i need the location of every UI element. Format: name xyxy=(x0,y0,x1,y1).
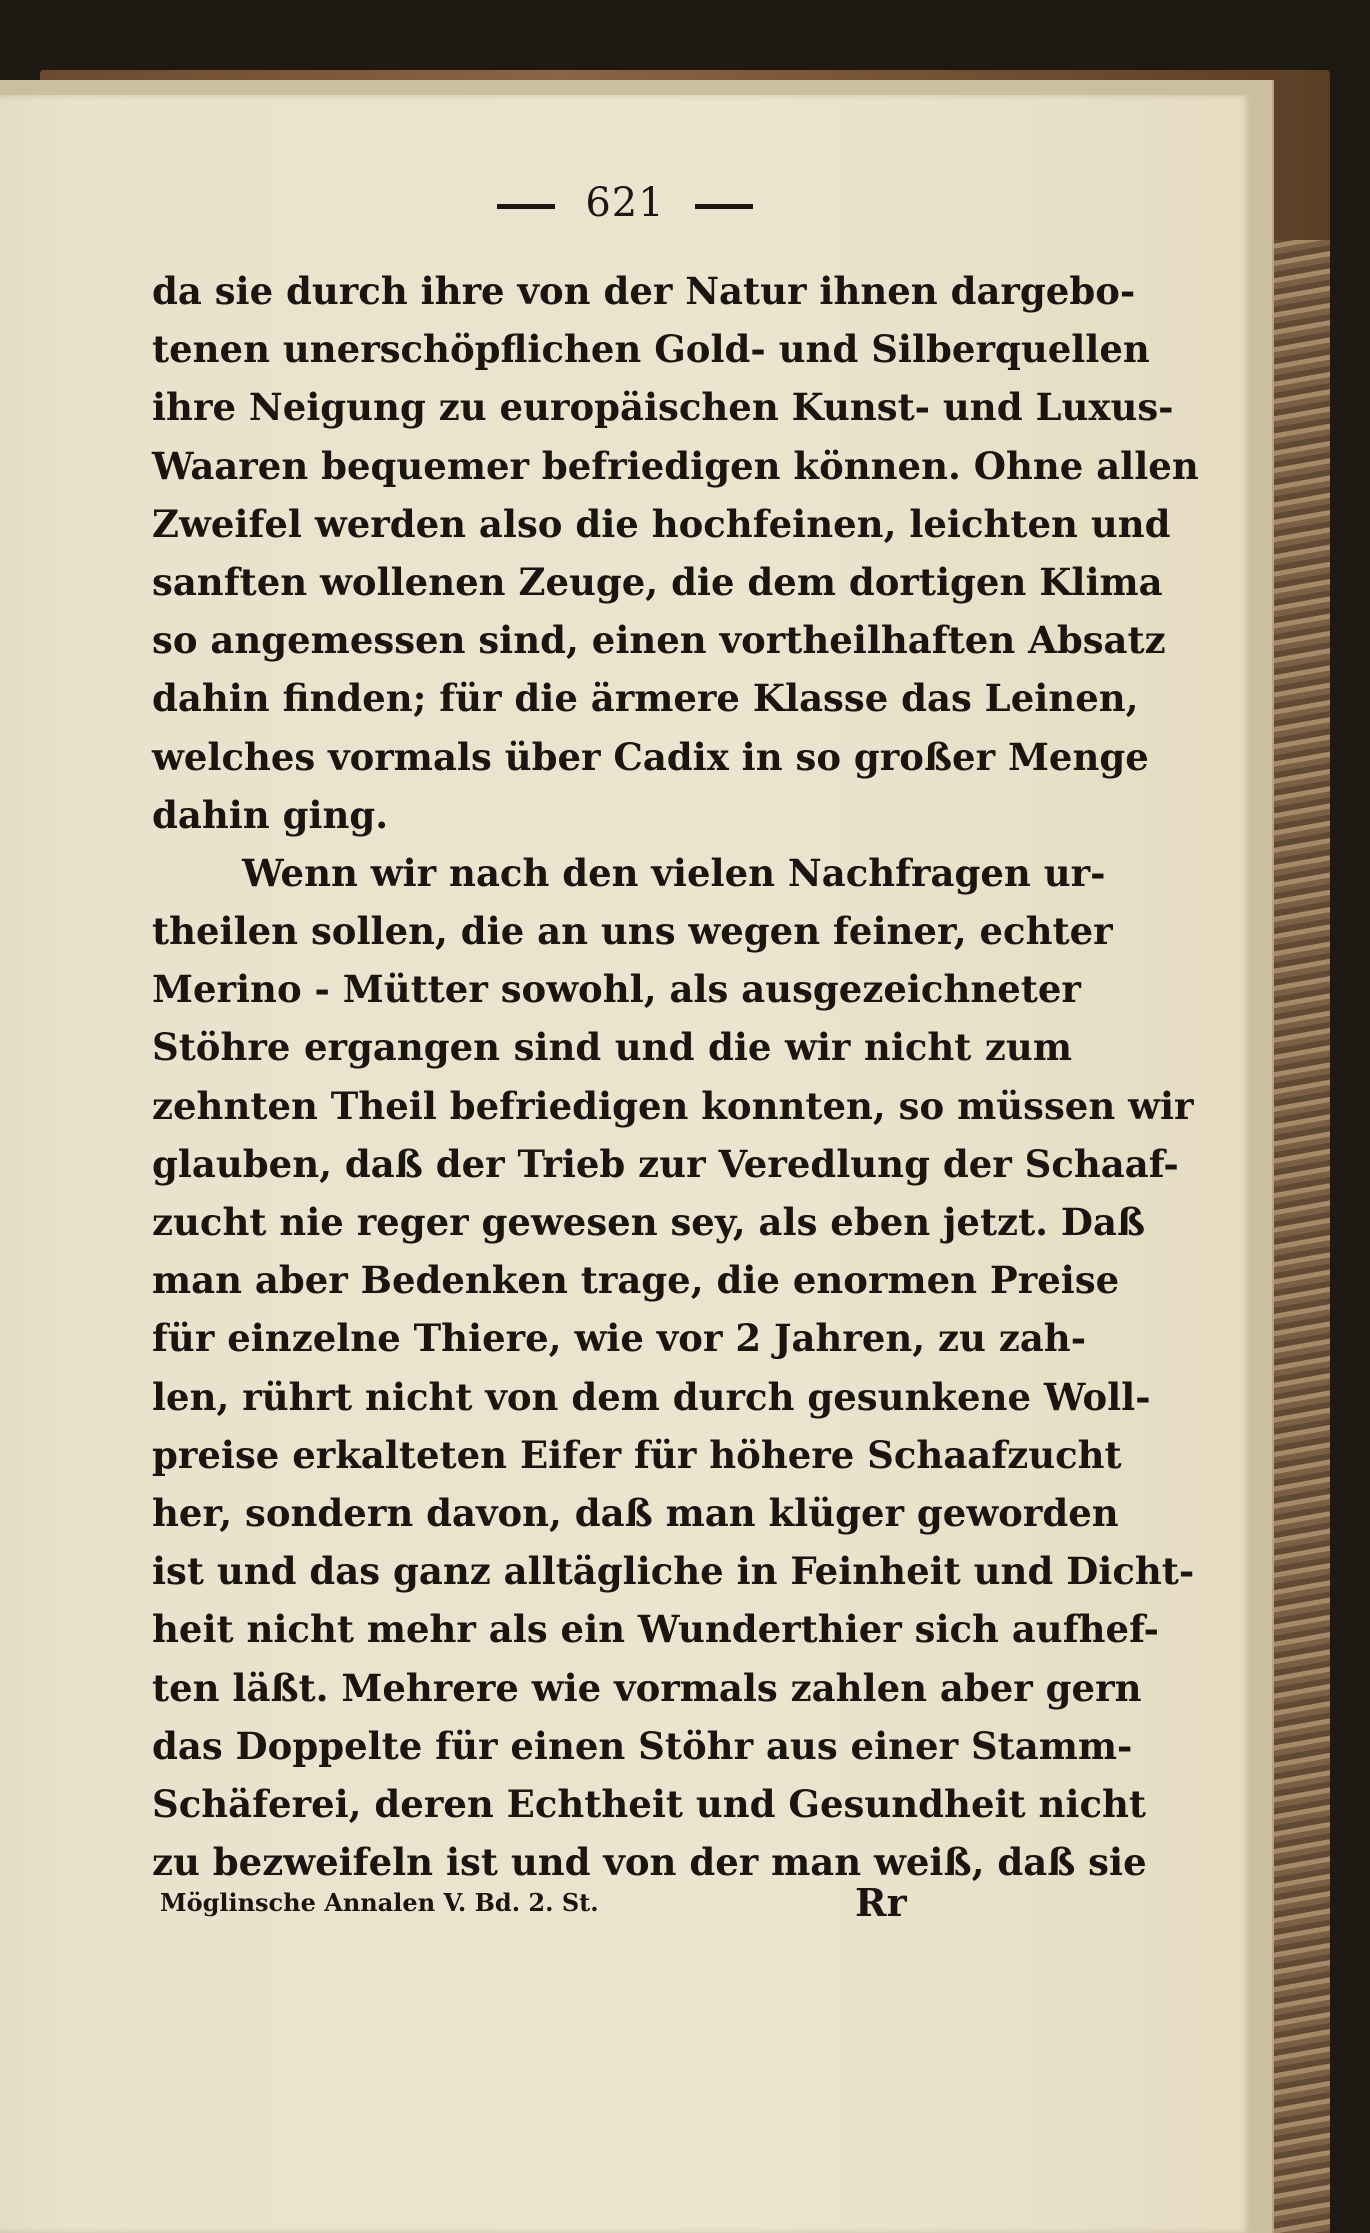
text-line: heit nicht mehr als ein Wunderthier sich aufhef- xyxy=(152,1607,1160,1652)
text-line: für einzelne Thiere, wie vor 2 Jahren, zu zah- xyxy=(152,1316,1087,1361)
text-line: preise erkalteten Eifer für höhere Schaafzucht xyxy=(152,1432,1122,1477)
text-line: ist und das ganz alltägliche in Feinheit und Dicht- xyxy=(152,1549,1195,1594)
text-line: theilen sollen, die an uns wegen feiner, echter xyxy=(152,909,1113,954)
text-line: dahin finden; für die ärmere Klasse das Leinen, xyxy=(152,676,1139,721)
text-line: Waaren bequemer befriedigen können. Ohne allen xyxy=(152,443,1199,488)
text-line: zucht nie reger gewesen sey, als eben jetzt. Daß xyxy=(152,1200,1146,1244)
text-line: ihre Neigung zu europäischen Kunst- und Luxus- xyxy=(152,385,1174,430)
text-line: Stöhre ergangen sind und die wir nicht zum xyxy=(152,1025,1072,1070)
text-line: zehnten Theil befriedigen konnten, so müssen wir xyxy=(152,1083,1194,1128)
text-line: ten läßt. Mehrere wie vormals zahlen aber gern xyxy=(152,1665,1142,1710)
text-line: Schäferei, deren Echtheit und Gesundheit nicht xyxy=(152,1781,1146,1826)
text-line: Zweifel werden also die hochfeinen, leichten und xyxy=(152,501,1171,546)
text-line: Merino - Mütter sowohl, als ausgezeichneter xyxy=(152,967,1081,1012)
text-line: len, rührt nicht von dem durch gesunkene Woll- xyxy=(152,1374,1151,1419)
dash-left xyxy=(497,204,555,209)
body-text xyxy=(152,262,1199,1891)
text-line: sanften wollenen Zeuge, die dem dortigen Klima xyxy=(152,559,1163,604)
text-line: glauben, daß der Trieb zur Veredlung der Schaaf- xyxy=(152,1141,1179,1186)
text-line: man aber Bedenken trage, die enormen Preise xyxy=(152,1258,1120,1303)
text-line: welches vormals über Cadix in so großer Menge xyxy=(152,734,1149,779)
text-line: so angemessen sind, einen vortheilhaften Absatz xyxy=(152,618,1166,663)
text-line: das Doppelte für einen Stöhr aus einer Stamm- xyxy=(152,1723,1133,1768)
signature-mark: Rr xyxy=(855,1880,907,1925)
text-line: tenen unerschöpflichen Gold- und Silberquellen xyxy=(152,327,1150,372)
page-footer-source: Möglinsche Annalen V. Bd. 2. St. xyxy=(160,1888,599,1917)
text-line: zu bezweifeln ist und von der man weiß, daß sie xyxy=(152,1840,1147,1885)
text-line: her, sondern davon, daß man klüger geworden xyxy=(152,1490,1119,1535)
page-number: 621 xyxy=(585,180,665,226)
dash-right xyxy=(695,204,753,209)
page-header xyxy=(0,180,1250,226)
text-line: Wenn wir nach den vielen Nachfragen ur- xyxy=(242,850,1106,895)
text-line: da sie durch ihre von der Natur ihnen dargebo- xyxy=(152,269,1136,313)
text-line: dahin ging. xyxy=(152,792,389,837)
